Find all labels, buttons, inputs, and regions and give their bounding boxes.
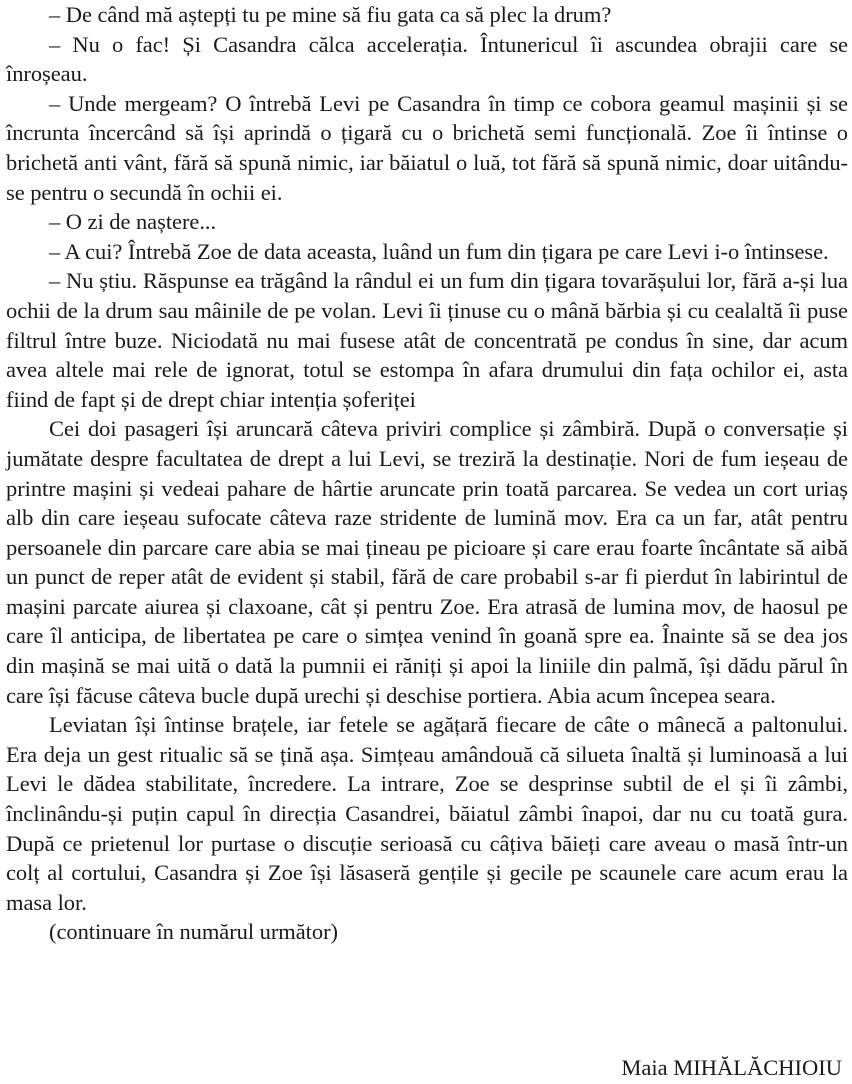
paragraph-dialogue-1: – De când mă aștepți tu pe mine să fiu gata ca să plec la drum? — [49, 2, 612, 27]
paragraph-dialogue-4: – O zi de naștere... — [49, 209, 217, 235]
continuation-note: (continuare în numărul următor) — [49, 919, 338, 945]
author-signature: Maia MIHĂLĂCHIOIU — [621, 1055, 842, 1080]
story-text — [6, 0, 848, 947]
paragraph-dialogue-2: – Nu o fac! Și Casandra călca accelerația. Întunericul îi ascundea obrajii care se înroșeau. — [6, 31, 848, 87]
paragraph-narrative-2: Leviatan își întinse brațele, iar fetele se agățară fiecare de câte o mânecă a paltonului. Era deja un gest ritualic să se țină așa. Simțeau amândouă că silueta înaltă și luminoasă a lui Levi le dădea stabilitate, încredere. La intrare, Zoe se desprinse subtil de el și îi zâmbi, înclinându-și puțin capul în direcția Casandrei, băiatul zâmbi înapoi, dar nu cu toată gura. După ce prietenul lor purtase o discuție serioasă cu câțiva băieți care aveau o masă într-un colț al cortului, Casandra și Zoe își lăsaseră gențile și gecile pe scaunele care acum erau la masa lor. — [6, 712, 848, 915]
paragraph-dialogue-3: – Unde mergeam? O întrebă Levi pe Casandra în timp ce cobora geamul mașinii și se încrunta încercând să își aprindă o țigară cu o brichetă semi funcțională. Zoe îi întinse o brichetă anti vânt, fără să spună nimic, iar băiatul o luă, tot fără să spună nimic, doar uitându-se pentru o secundă în ochii ei. — [6, 90, 848, 205]
paragraph-dialogue-6: – Nu știu. Răspunse ea trăgând la rândul ei un fum din țigara tovarășului lor, fără a-și lua ochii de la drum sau mâinile de pe volan. Levi îi ținuse cu o mână bărbia și cu cealaltă îi puse filtrul între buze. Niciodată nu mai fusese atât de concentrată pe condus în sine, dar acum avea altele mai rele de ignorat, totul se estompa în afara drumului din fața ochilor ei, asta fiind de fapt și de drept chiar intenția șoferiței — [6, 268, 848, 412]
article-page — [6, 0, 848, 1080]
paragraph-dialogue-5: – A cui? Întrebă Zoe de data aceasta, luând un fum din țigara pe care Levi i-o întinsese. — [49, 238, 829, 264]
paragraph-narrative-1: Cei doi pasageri își aruncară câteva priviri complice și zâmbiră. După o conversație și jumătate despre facultatea de drept a lui Levi, se treziră la destinație. Nori de fum ieșeau de printre mașini și vedeai pahare de hârtie aruncate prin toată parcarea. Se vedea un cort uriaș alb din care ieșeau sufocate câteva raze stridente de lumină mov. Era ca un far, atât pentru persoanele din parcare care abia se mai țineau pe picioare și care erau foarte încântate să aibă un punct de reper atât de evident și stabil, fără de care probabil s-ar fi pierdut în labirintul de mașini parcate aiurea și claxoane, cât și pentru Zoe. Era atrasă de lumina mov, de haosul pe care îl anticipa, de libertatea pe care o simțea venind în goană spre ea. Înainte să se dea jos din mașină se mai uită o dată la pumnii ei răniți și apoi la liniile din palmă, își dădu părul în care își făcuse câteva bucle după urechi și deschise portiera. Abia acum începea seara. — [6, 416, 848, 708]
